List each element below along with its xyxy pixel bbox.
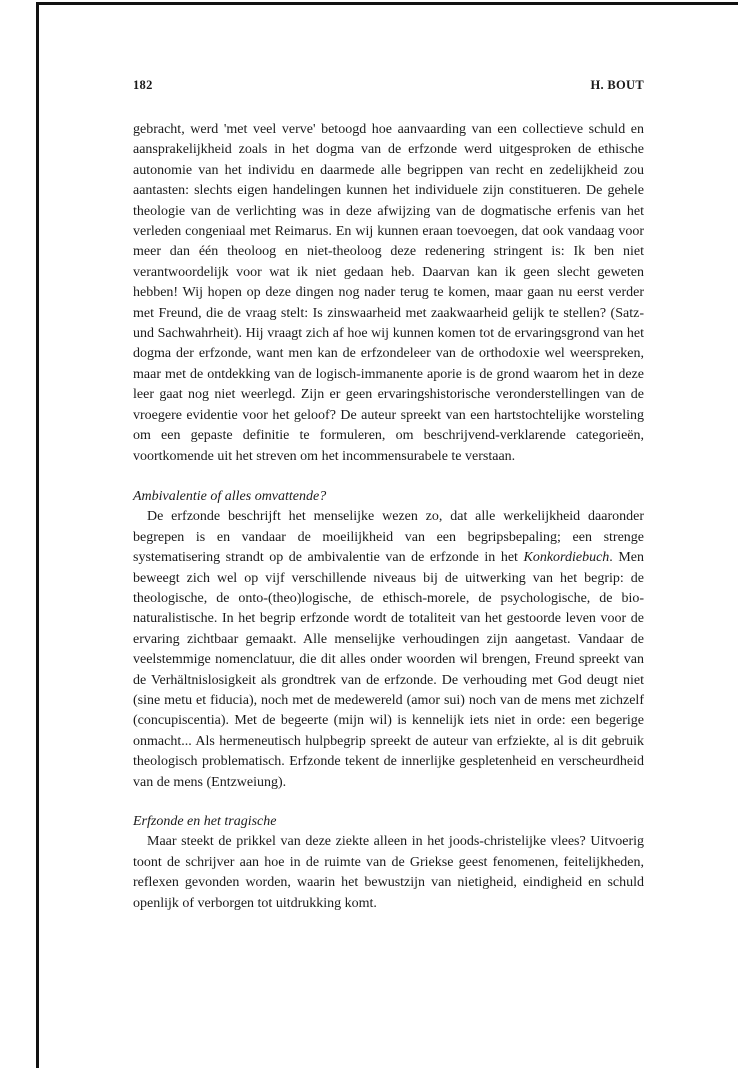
section-heading-tragische: Erfzonde en het tragische (133, 814, 277, 829)
paragraph-1: gebracht, werd 'met veel verve' betoogd hoe aanvaarding van een collectieve schuld en aansprakelijkheid zoals in het dogma van de erfzonde werd uitgesproken de ethische autonomie van het individu en daarmede alle begrippen van recht en zedelijkheid zou aantasten: slechts eigen handelingen kunnen het individuele zijn constitueren. De gehele theologie van de verlichting was in deze afwijzing van de dogmatische erfenis van het verleden congeniaal met Reimarus. En wij kunnen eraan toevoegen, dat ook vandaag voor meer dan één theoloog en niet-theoloog deze redenering stringent is: Ik ben niet verantwoordelijk voor wat ik niet gedaan heb. Daarvan kan ik geen slecht geweten hebben! Wij hopen op deze dingen nog nader terug te komen, maar gaan nu eerst verder met Freund, die de vraag stelt: Is zinswaarheid met zaakwaarheid gelijk te stellen? (Satz-und Sachwahrheit). Hij vraagt zich af hoe wij kunnen komen tot de ervaringsgrond van het dogma der erfzonde, want men kan de erfzondeleer van de orthodoxie wel weerspreken, maar met de ontdekking van de logisch-immanente aporie is de grond waarom het in deze leer gaat nog niet weerlegd. Zijn er geen ervaringshistorische veronderstellingen van de vroegere evidentie voor het geloof? De auteur spreekt van een hartstochtelijke worsteling om een gepaste definitie te formuleren, om beschrijvend-verklarende categorieën, voortkomende uit het streven om het incommensurabele te verstaan. (133, 122, 644, 464)
section-heading-ambivalentie: Ambivalentie of alles omvattende? (133, 488, 327, 504)
page-number: 182 (133, 78, 153, 92)
running-header (133, 78, 644, 93)
paragraph-2 (133, 507, 644, 793)
book-title-konkordiebuch: Konkordiebuch (523, 550, 610, 566)
page (133, 78, 644, 914)
paragraph-2-part-a: De erfzonde beschrijft het menselijke wezen zo, dat alle werkelijkheid daaronder begrepen is en vandaar de moeilijkheid van een begripsbepaling; een strenge systematisering strandt op de ambivalentie van de erfzonde in het (133, 509, 644, 566)
paragraph-2-part-b: . Men beweegt zich wel op vijf verschillende niveaus bij de uitwerking van het begrip: de theologische, de onto-(theo)logische, de ethisch-morele, de psychologische, de bio-naturalistische. In het begrip erfzonde wordt de totaliteit van het gestoorde leven voor de ervaring zichtbaar gemaakt. Alle menselijke verhoudingen zijn aangetast. Vandaar de veelstemmige nomenclatuur, die dit alles onder woorden wil brengen, Freund spreekt van de Verhältnislosigkeit als grondtrek van de erfzonde. De verhouding met God deugt niet (sine metu et fiducia), noch met de medewereld (amor sui) noch van de mens met zichzelf (concupiscentia). Met de begeerte (mijn wil) is kennelijk iets niet in orde: een begerige onmacht... Als hermeneutisch hulpbegrip spreekt de auteur van erfziekte, al is dit gebruik theologisch problematisch. Erfzonde tekent de innerlijke gespletenheid en verscheurdheid van de mens (Entzweiung). (133, 550, 644, 790)
scan-left-edge (36, 2, 39, 1068)
scan-top-edge (36, 2, 738, 5)
paragraph-3: Maar steekt de prikkel van deze ziekte alleen in het joods-christelijke vlees? Uitvoerig toont de schrijver aan hoe in de ruimte van de Griekse geest fenomenen, feitelijkheden, reflexen gevonden worden, waarin het bewustzijn van nietigheid, eindigheid en schuld openlijk of verborgen tot uitdrukking komt. (133, 834, 644, 911)
running-head: H. BOUT (590, 78, 644, 92)
